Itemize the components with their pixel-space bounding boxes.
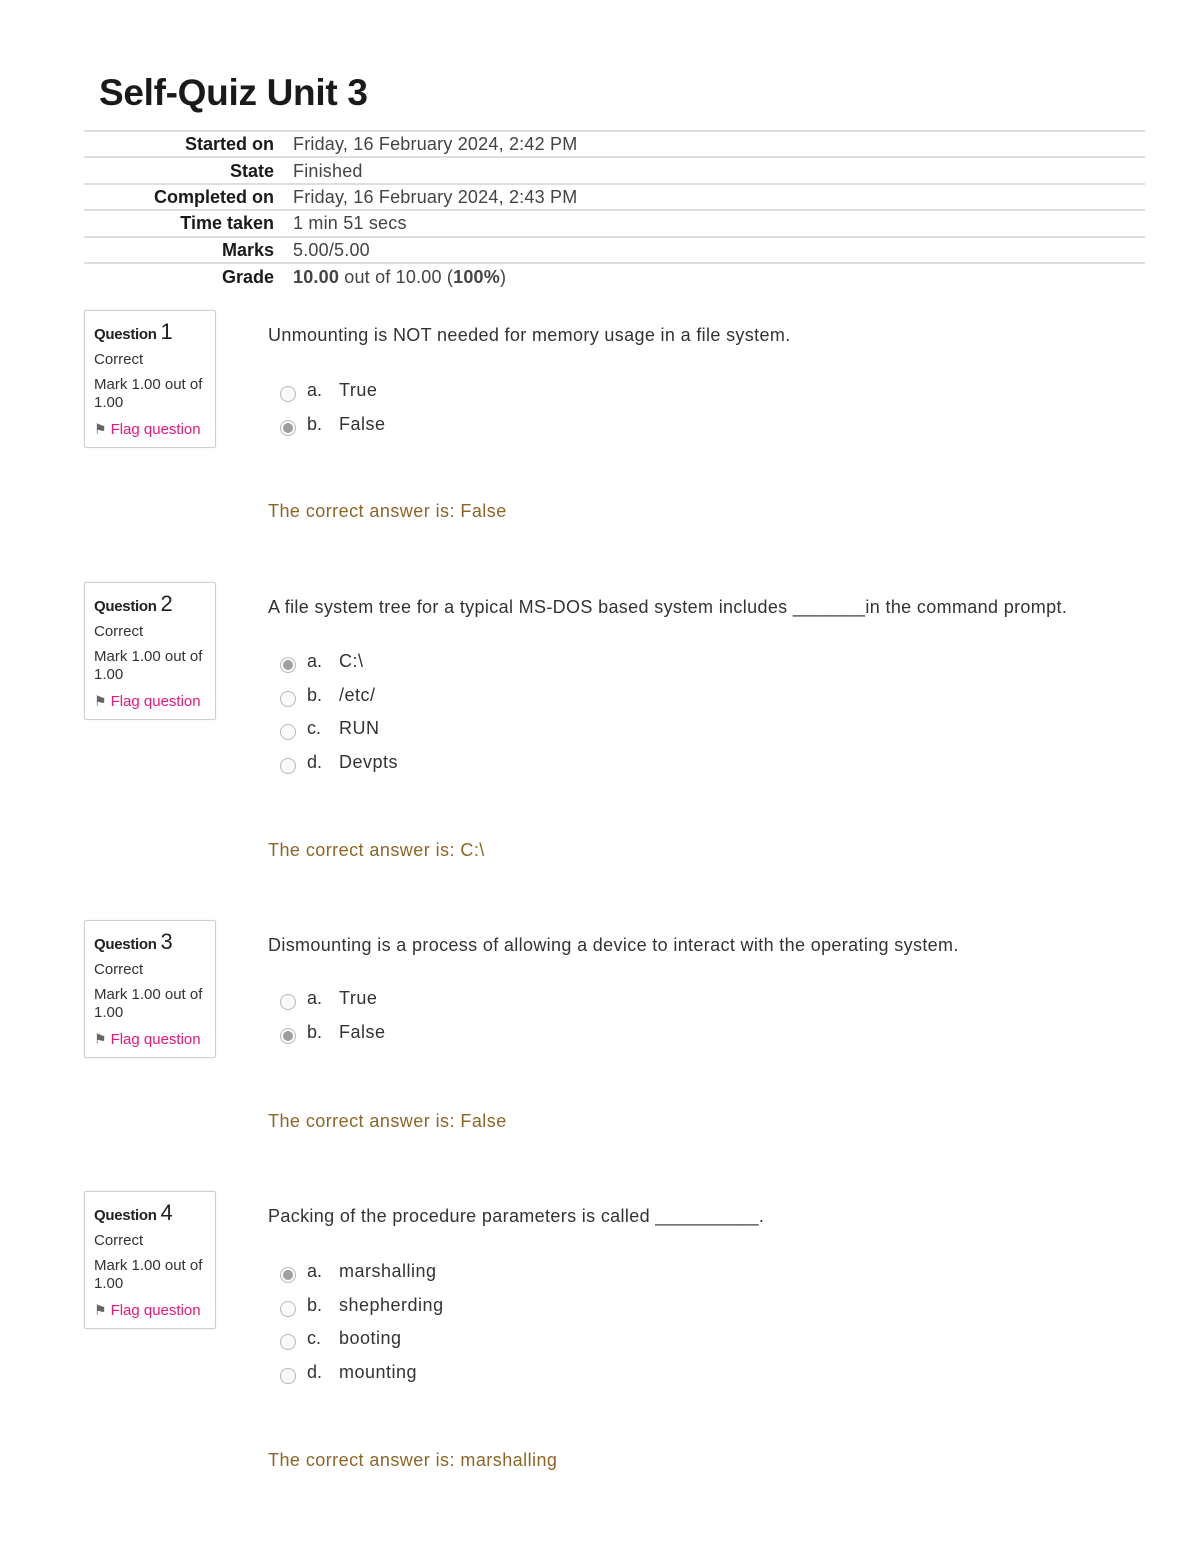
question-number bbox=[94, 319, 206, 345]
flag-question-link[interactable] bbox=[94, 1301, 206, 1320]
answer-text: True bbox=[339, 380, 378, 400]
radio-button[interactable] bbox=[280, 386, 296, 402]
question-text: Packing of the procedure parameters is called __________. bbox=[268, 1206, 765, 1226]
question-number-value: 4 bbox=[160, 1200, 173, 1225]
question-text: A file system tree for a typical MS-DOS based system includes _______in the command prompt. bbox=[268, 597, 1068, 617]
question-text: Unmounting is NOT needed for memory usage in a file system. bbox=[268, 325, 791, 345]
answer-text: /etc/ bbox=[339, 684, 376, 705]
radio-button[interactable] bbox=[280, 1301, 296, 1317]
summary-row bbox=[84, 157, 1145, 183]
question-info-box bbox=[84, 920, 216, 1058]
summary-row-grade bbox=[84, 263, 1145, 289]
summary-row bbox=[84, 237, 1145, 263]
flag-question-link[interactable] bbox=[94, 692, 206, 711]
grade-score: 10.00 bbox=[293, 266, 340, 287]
question-number-value: 3 bbox=[160, 929, 173, 954]
correct-answer-feedback: The correct answer is: marshalling bbox=[268, 1450, 558, 1470]
question-label: Question bbox=[94, 936, 157, 953]
grade-label: Grade bbox=[84, 263, 293, 289]
radio-button[interactable] bbox=[280, 994, 296, 1010]
question-info-box bbox=[84, 310, 216, 448]
question-mark: Mark 1.00 out of 1.00 bbox=[94, 648, 203, 683]
answer-letter: a. bbox=[307, 651, 323, 671]
answer-letter: c. bbox=[307, 1328, 322, 1349]
summary-row bbox=[84, 210, 1145, 236]
summary-label: Completed on bbox=[84, 184, 293, 210]
flag-icon: ⚑ bbox=[94, 421, 107, 437]
answer-letter: b. bbox=[307, 684, 323, 705]
question-state: Correct bbox=[94, 1232, 144, 1249]
grade-out-of: out of 10.00 bbox=[344, 266, 442, 287]
radio-button[interactable] bbox=[280, 724, 296, 740]
question-mark: Mark 1.00 out of 1.00 bbox=[94, 986, 203, 1021]
answer-text: True bbox=[339, 988, 378, 1008]
flag-question-label: Flag question bbox=[110, 693, 201, 710]
question-state: Correct bbox=[94, 351, 144, 368]
radio-button-selected[interactable] bbox=[280, 1267, 296, 1283]
summary-value: 1 min 51 secs bbox=[293, 210, 1145, 236]
answer-text: False bbox=[339, 1021, 386, 1042]
attempt-summary-table bbox=[84, 130, 1145, 289]
flag-question-link[interactable] bbox=[94, 1030, 206, 1049]
question-number-value: 1 bbox=[160, 319, 173, 344]
radio-button[interactable] bbox=[280, 1334, 296, 1350]
question-info-box bbox=[84, 1191, 216, 1329]
radio-button[interactable] bbox=[280, 758, 296, 774]
answer-text: False bbox=[339, 413, 386, 434]
grade-value: 10.00 out of 10.00 (100%) bbox=[293, 263, 1145, 289]
question-label: Question bbox=[94, 1207, 157, 1224]
summary-value: Friday, 16 February 2024, 2:42 PM bbox=[293, 131, 1145, 157]
flag-icon: ⚑ bbox=[94, 1302, 107, 1318]
summary-value: Finished bbox=[293, 157, 1145, 183]
flag-question-label: Flag question bbox=[110, 1031, 201, 1048]
answer-letter: b. bbox=[307, 413, 323, 434]
question-number bbox=[94, 591, 206, 617]
summary-label: Time taken bbox=[84, 210, 293, 236]
answer-letter: a. bbox=[307, 1261, 323, 1281]
radio-button-selected[interactable] bbox=[280, 1028, 296, 1044]
answer-text: RUN bbox=[339, 718, 380, 739]
answer-letter: a. bbox=[307, 380, 323, 400]
answer-letter: c. bbox=[307, 718, 322, 739]
radio-button-selected[interactable] bbox=[280, 657, 296, 673]
question-number bbox=[94, 929, 206, 955]
question-number-value: 2 bbox=[160, 591, 173, 616]
question-mark: Mark 1.00 out of 1.00 bbox=[94, 376, 203, 411]
summary-row bbox=[84, 131, 1145, 157]
answer-letter: d. bbox=[307, 1362, 323, 1383]
question-info-box bbox=[84, 582, 216, 720]
flag-icon: ⚑ bbox=[94, 693, 107, 709]
summary-value: 5.00/5.00 bbox=[293, 237, 1145, 263]
answer-text: shepherding bbox=[339, 1294, 444, 1315]
correct-answer-feedback: The correct answer is: False bbox=[268, 501, 507, 521]
question-text: Dismounting is a process of allowing a device to interact with the operating system. bbox=[268, 935, 959, 955]
summary-label: Started on bbox=[84, 131, 293, 157]
answer-text: mounting bbox=[339, 1362, 418, 1383]
radio-button[interactable] bbox=[280, 1368, 296, 1384]
answer-text: C:\ bbox=[339, 651, 364, 671]
question-label: Question bbox=[94, 326, 157, 343]
flag-icon: ⚑ bbox=[94, 1031, 107, 1047]
correct-answer-feedback: The correct answer is: C:\ bbox=[268, 840, 485, 860]
grade-percent: 100% bbox=[453, 266, 500, 287]
question-label: Question bbox=[94, 598, 157, 615]
flag-question-label: Flag question bbox=[110, 421, 201, 438]
answer-text: marshalling bbox=[339, 1261, 437, 1281]
answer-letter: b. bbox=[307, 1021, 323, 1042]
question-state: Correct bbox=[94, 623, 144, 640]
correct-answer-feedback: The correct answer is: False bbox=[268, 1111, 507, 1131]
answer-letter: a. bbox=[307, 988, 323, 1008]
answer-letter: b. bbox=[307, 1294, 323, 1315]
page-title: Self-Quiz Unit 3 bbox=[99, 72, 368, 113]
radio-button[interactable] bbox=[280, 691, 296, 707]
summary-label: State bbox=[84, 157, 293, 183]
flag-question-label: Flag question bbox=[110, 1302, 201, 1319]
question-number bbox=[94, 1200, 206, 1226]
answer-text: booting bbox=[339, 1328, 402, 1349]
answer-text: Devpts bbox=[339, 752, 399, 773]
flag-question-link[interactable] bbox=[94, 420, 206, 439]
summary-label: Marks bbox=[84, 237, 293, 263]
question-state: Correct bbox=[94, 961, 144, 978]
question-mark: Mark 1.00 out of 1.00 bbox=[94, 1257, 203, 1292]
summary-row bbox=[84, 184, 1145, 210]
radio-button-selected[interactable] bbox=[280, 420, 296, 436]
summary-value: Friday, 16 February 2024, 2:43 PM bbox=[293, 184, 1145, 210]
answer-letter: d. bbox=[307, 752, 323, 773]
